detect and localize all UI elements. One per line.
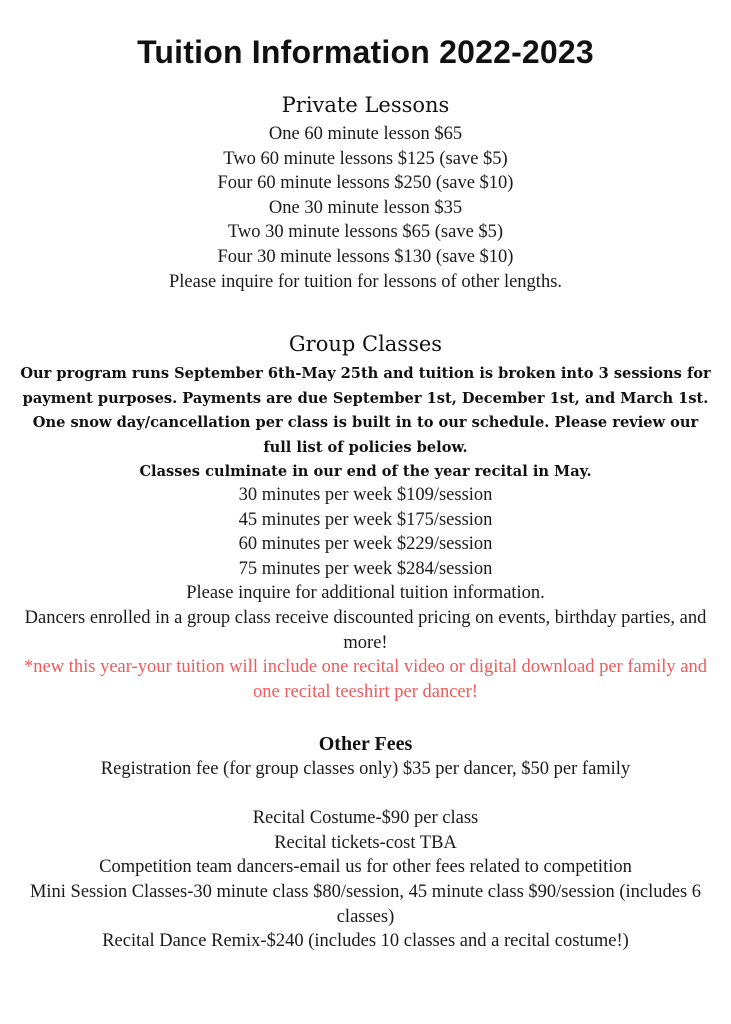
recital-remix-line: Recital Dance Remix-$240 (includes 10 classes and a recital costume!) (102, 931, 629, 952)
group-rate-line: 30 minutes per week $109/session (238, 485, 493, 505)
private-lesson-line: Four 60 minute lessons $250 (save $10) (217, 173, 514, 194)
blank-spacer (14, 782, 717, 807)
other-fee-line: Recital Costume-$90 per class (252, 808, 479, 829)
private-lesson-line: Four 30 minute lessons $130 (save $10) (217, 246, 514, 267)
private-lesson-line: Please inquire for tuition for lessons of other lengths. (168, 271, 563, 292)
private-lesson-line: Two 30 minute lessons $65 (save $5) (227, 222, 504, 243)
registration-fee-line: Registration fee (for group classes only) $35 per dancer, $50 per family (100, 759, 631, 779)
mini-session-line: Mini Session Classes-30 minute class $80/session, 45 minute class $90/session (includes 6 classes) (29, 881, 702, 927)
group-description-line: Classes culminate in our end of the year recital in May. (139, 463, 592, 481)
group-rates-list (14, 483, 717, 704)
group-classes-heading: Group Classes (288, 332, 443, 356)
group-description-line: full list of policies below. (263, 438, 468, 456)
group-description-line: One snow day/cancellation per class is built in to our schedule. Please review our (32, 414, 699, 432)
group-rate-line: 45 minutes per week $175/session (238, 509, 493, 530)
private-lesson-line: One 30 minute lesson $35 (268, 197, 463, 218)
group-classes-description (14, 362, 717, 485)
private-lessons-list (14, 122, 717, 294)
other-fee-line: Competition team dancers-email us for other fees related to competition (99, 857, 632, 878)
new-this-year-note: *new this year-your tuition will include one recital video or digital download per family and one recital teeshirt per dancer! (24, 657, 707, 702)
group-inquire-line: Please inquire for additional tuition information. (186, 583, 545, 604)
group-discount-note: Dancers enrolled in a group class receive discounted pricing on events, birthday parties, and more! (24, 607, 707, 653)
page-title: Tuition Information 2022-2023 (137, 34, 594, 70)
other-fees-heading: Other Fees (318, 733, 413, 755)
other-fees-list (14, 757, 717, 954)
private-lesson-line: Two 60 minute lessons $125 (save $5) (223, 148, 508, 169)
private-lessons-heading: Private Lessons (281, 93, 450, 117)
group-description-line: Our program runs September 6th-May 25th and tuition is broken into 3 sessions for (20, 365, 711, 382)
private-lesson-line: One 60 minute lesson $65 (268, 124, 463, 144)
other-fee-line: Recital tickets-cost TBA (274, 832, 457, 853)
group-rate-line: 75 minutes per week $284/session (238, 558, 493, 579)
group-description-line: payment purposes. Payments are due September 1st, December 1st, and March 1st. (22, 389, 709, 407)
group-rate-line: 60 minutes per week $229/session (238, 534, 493, 555)
